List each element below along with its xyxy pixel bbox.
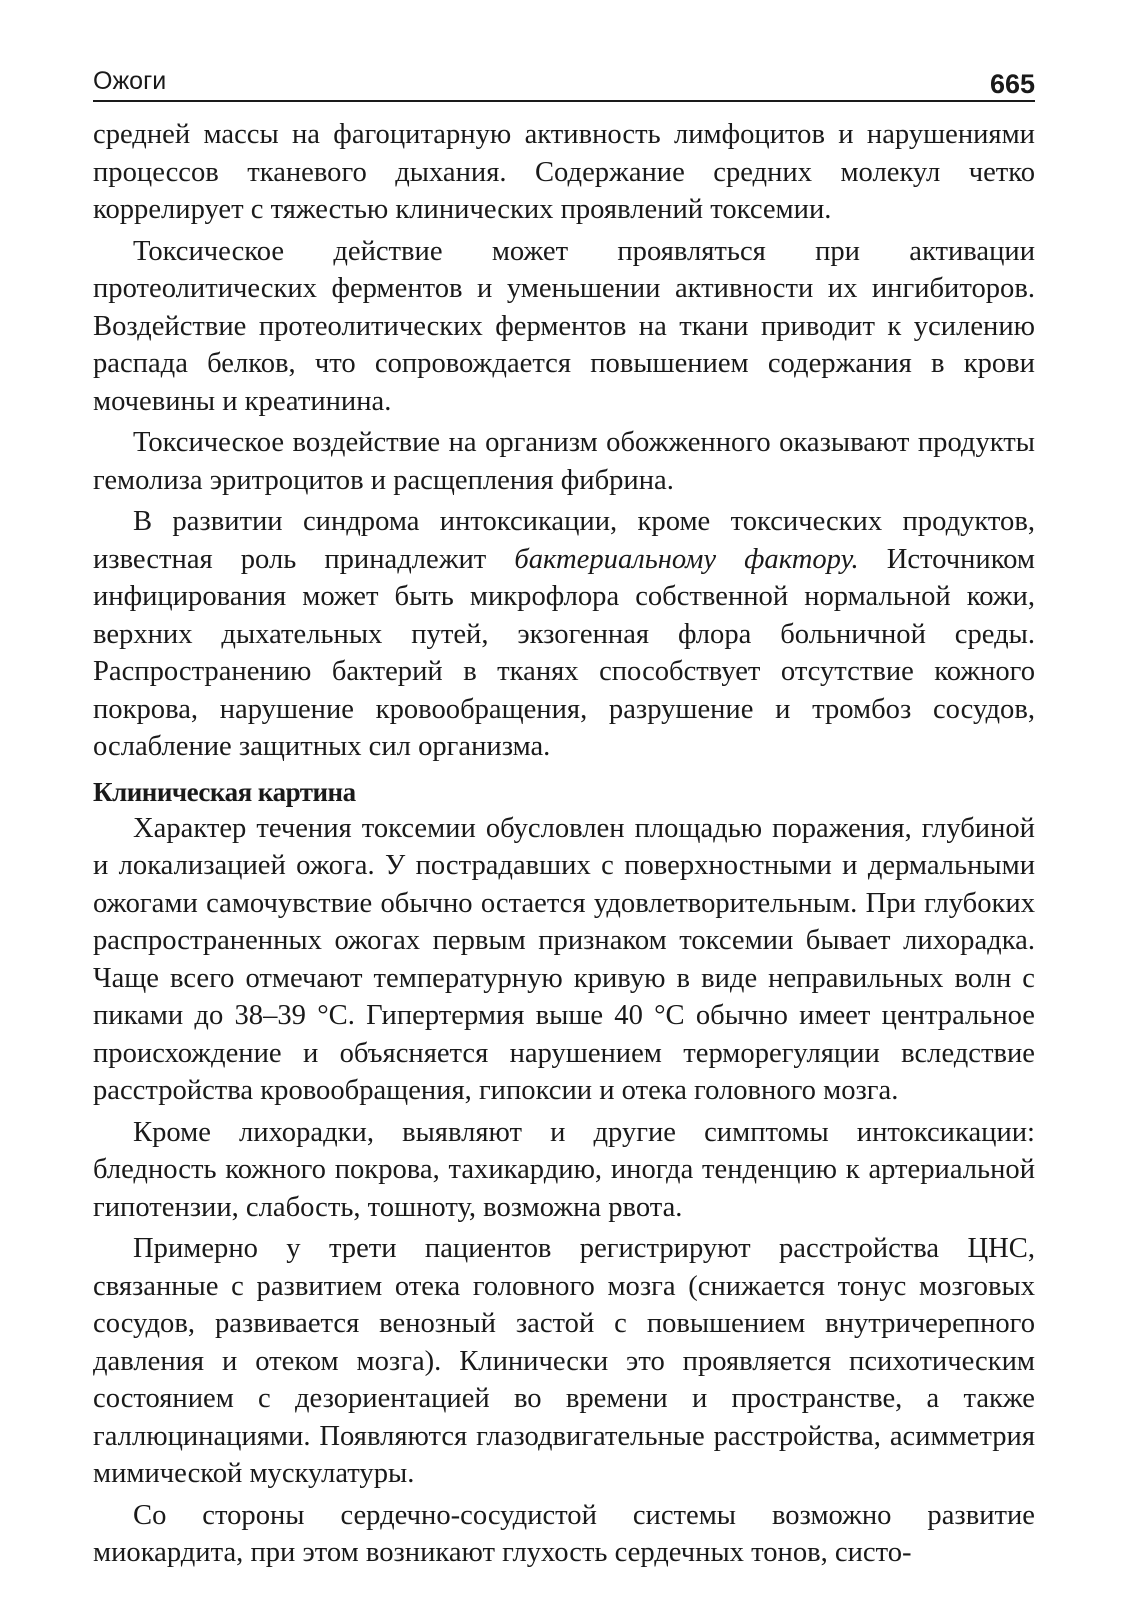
running-head [93, 60, 1035, 102]
section-title: Ожоги [93, 67, 167, 95]
paragraph-6: Кроме лихорадки, выявляют и другие симптомы интоксикации: бледность кожного покрова, тахикардию, иногда тенденцию к артериальной гипотензии, слабость, тошноту, возможна рвота. [93, 1116, 1035, 1223]
page-number: 665 [989, 69, 1035, 99]
paragraph-4-start: В развитии синдрома интоксикации, кроме токсических продуктов, известная роль принадлежит [93, 506, 1035, 575]
paragraph-3: Токсическое воздействие на организм обожженного оказывают продукты гемолиза эритроцитов и расщепления фибрина. [93, 427, 1035, 496]
paragraph-7: Примерно у трети пациентов регистрируют расстройства ЦНС, связанные с развитием отека головного мозга (снижается тонус мозговых сосудов, развивается венозный застой с повышением внутричерепного давления и отеком мозга). Клинически это проявляется психотическим состоянием с дезориентацией во времени и пространстве, а также галлюцинациями. Появляются глазодвигательные расстройства, асимметрия мимической мускулатуры. [93, 1233, 1035, 1489]
paragraph-2: Токсическое действие может проявляться при активации протеолитических ферментов и уменьшении активности их ингибиторов. Воздействие протеолитических ферментов на ткани приводит к усилению распада белков, что сопровождается повышением содержания в крови мочевины и креатинина. [93, 235, 1035, 417]
section-heading-clinical-picture: Клиническая картина [93, 776, 356, 807]
paragraph-5: Характер течения токсемии обусловлен площадью поражения, глубиной и локализацией ожога. У пострадавших с поверхностными и дермальными ожогами самочувствие обычно остается удовлетворительным. При глубоких распространенных ожогах первым признаком токсемии бывает лихорадка. Чаще всего отмечают температурную кривую в виде неправильных волн с пиками до 38–39 °С. Гипертермия выше 40 °С обычно имеет центральное происхождение и объясняется нарушением терморегуляции вследствие расстройства кровообращения, гипоксии и отека головного мозга. [93, 812, 1035, 1106]
paragraph-4-end: Источником инфицирования может быть микрофлора собственной нормальной кожи, верхних дыхательных путей, экзогенная флора больничной среды. Распространению бактерий в тканях способствует отсутствие кожного покрова, нарушение кровообращения, разрушение и тромбоз сосудов, ослабление защитных сил организма. [93, 543, 1035, 762]
paragraph-8: Со стороны сердечно-сосудистой системы возможно развитие миокардита, при этом возникают глухость сердечных тонов, систо- [93, 1499, 1035, 1568]
emphasis-bacterial-factor: бактериальному фактору. [514, 543, 859, 575]
paragraph-1: средней массы на фагоцитарную активность лимфоцитов и нарушениями процессов тканевого дыхания. Содержание средних молекул четко коррелирует с тяжестью клинических проявлений токсемии. [93, 119, 1035, 225]
body-text [93, 116, 1035, 1572]
paragraph-4 [93, 503, 1035, 766]
book-page [93, 60, 1035, 1576]
